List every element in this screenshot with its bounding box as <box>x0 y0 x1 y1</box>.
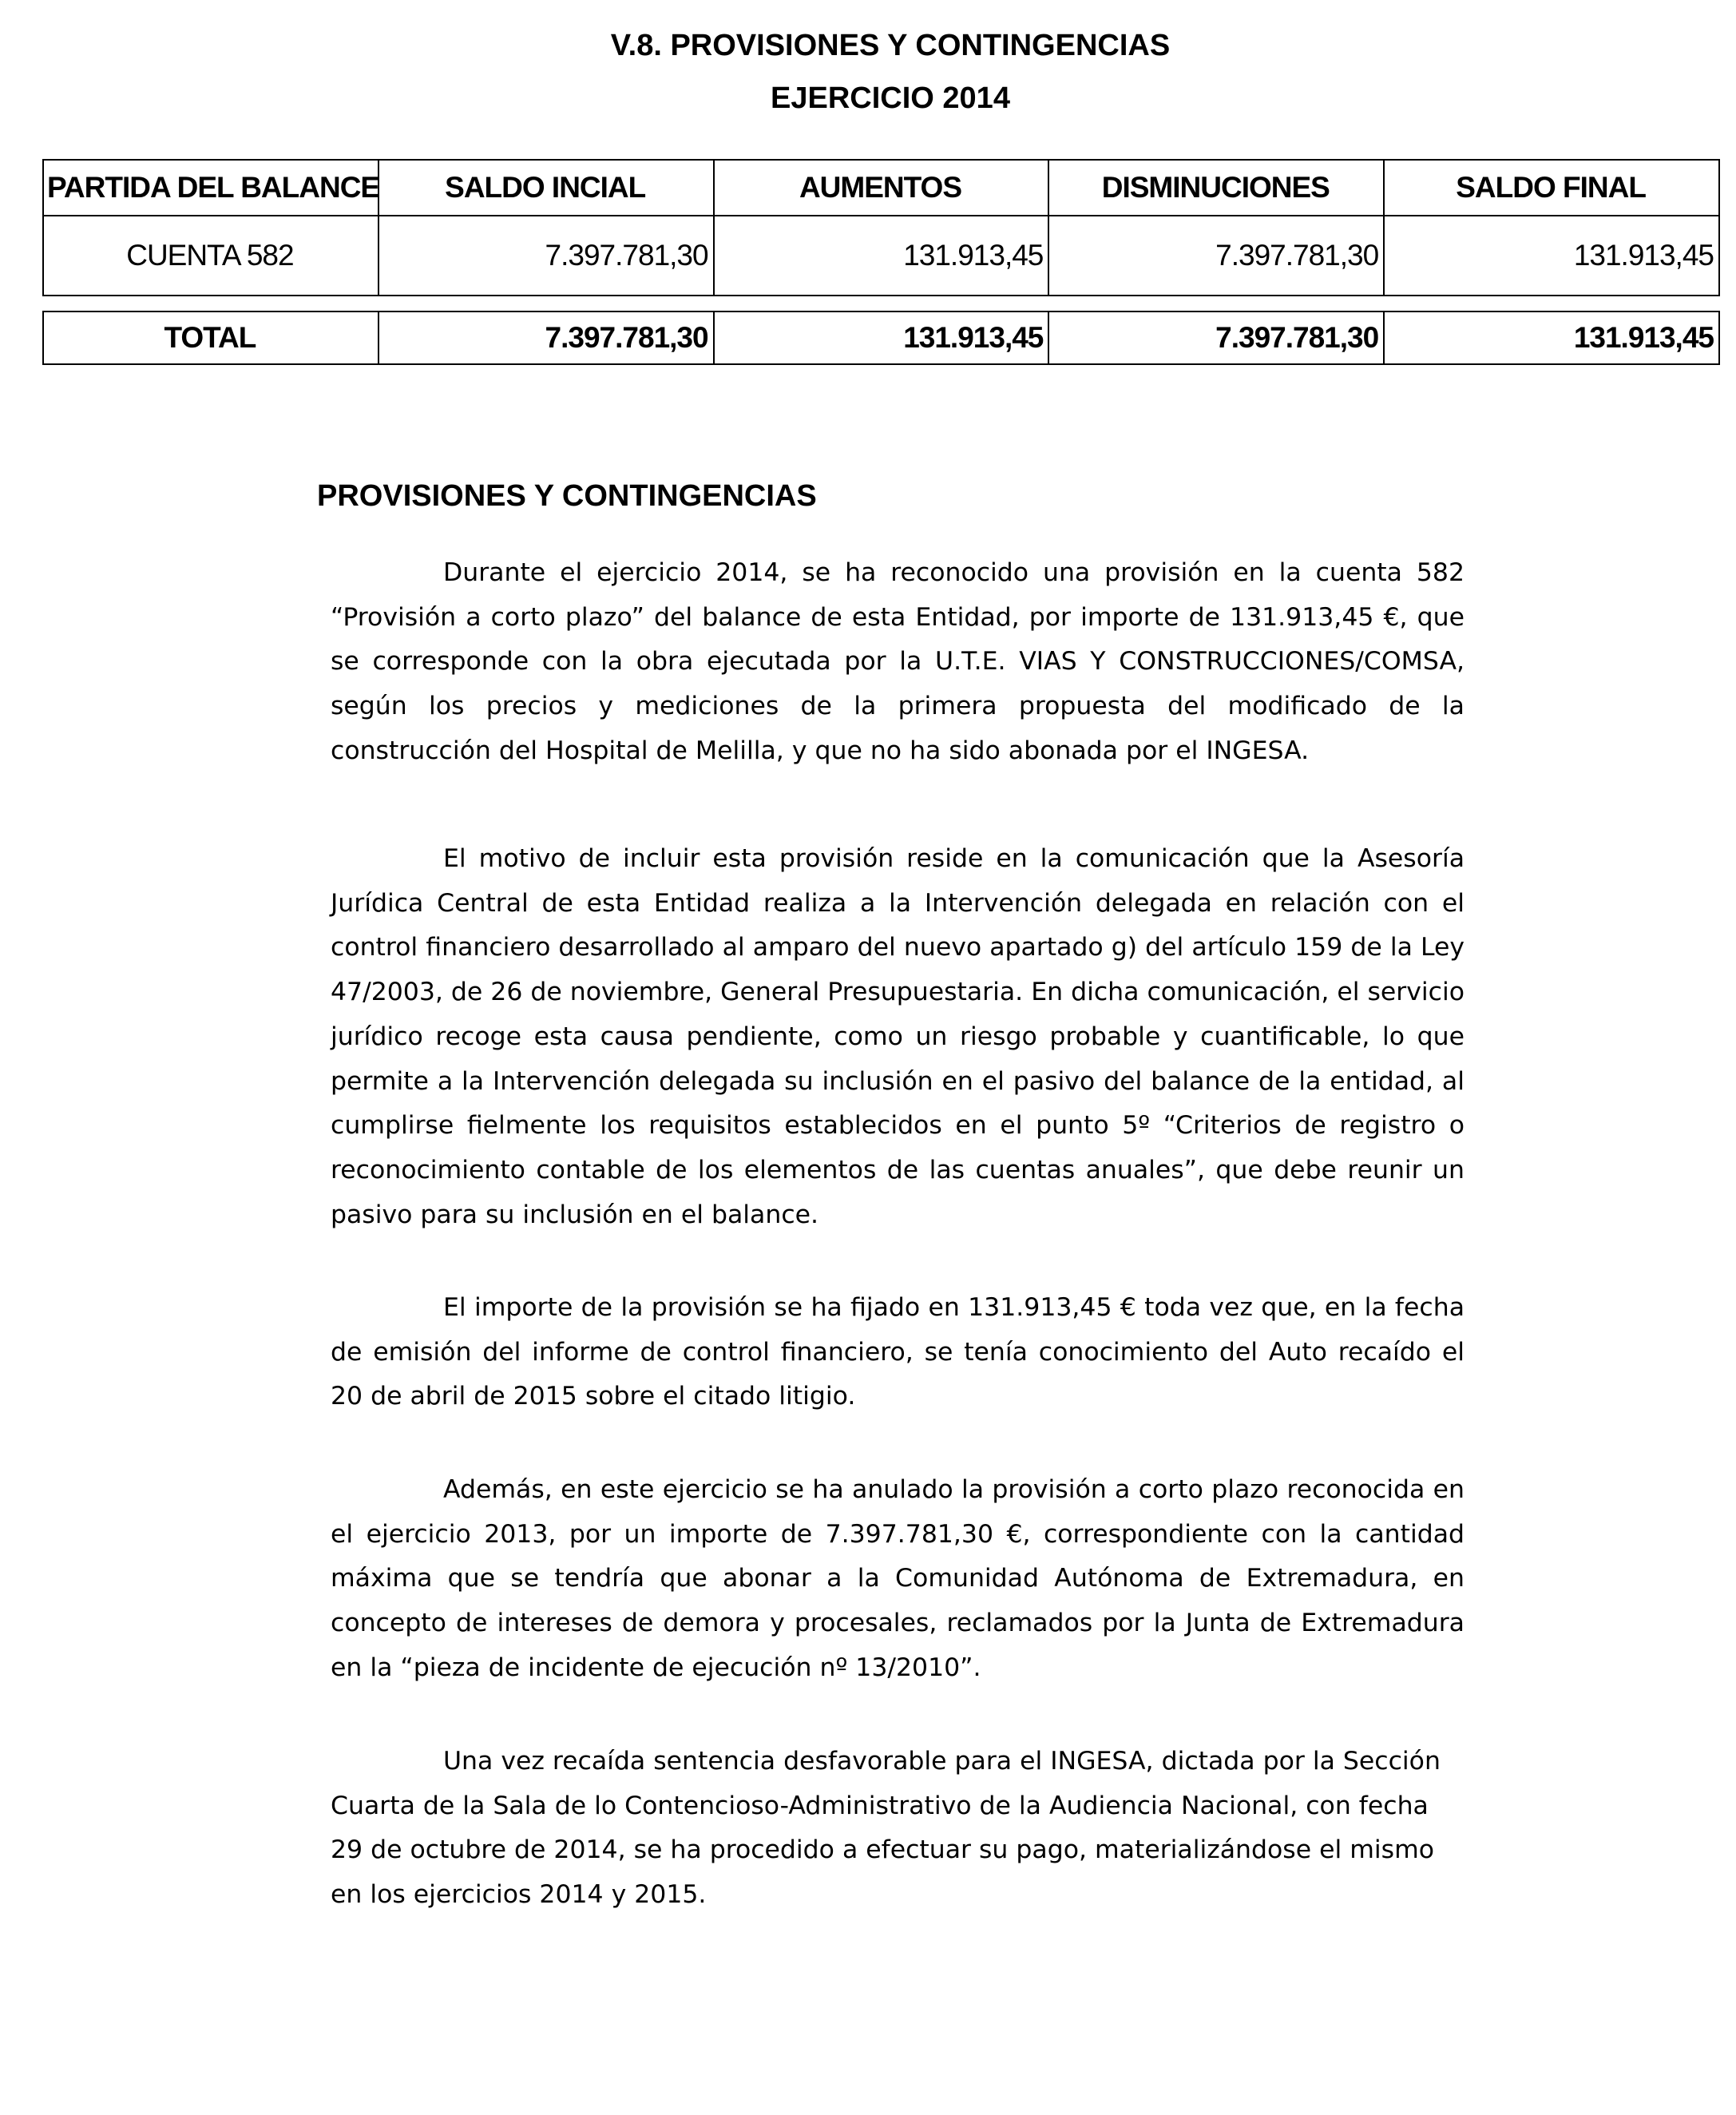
paragraph-5: Una vez recaída sentencia desfavorable para el INGESA, dictada por la Sección Cuarta de la Sala de lo Contencioso-Administrativo de la Audiencia Nacional, con fecha 29 de octubre de 2014, se ha procedido a efectuar su pago, materializándose el mismo en los ejercicios 2014 y 2015. <box>331 1747 1441 1910</box>
cell-disminuciones: 7.397.781,30 <box>1048 216 1384 296</box>
header-saldo-inicial: SALDO INCIAL <box>379 160 714 216</box>
paragraph-1: Durante el ejercicio 2014, se ha reconocido una provisión en la cuenta 582 “Provisión a corto plazo” del balance de esta Entidad, por importe de 131.913,45 €, que se corresponde con la obra ejecutada por la U.T.E. VIAS Y CONSTRUCCIONES/COMSA, según los precios y mediciones de la primera propuesta del modificado de la construcción del Hospital de Melilla, y que no ha sido abonada por el INGESA. <box>331 558 1465 765</box>
table-row <box>43 216 1719 296</box>
cell-saldo-final: 131.913,45 <box>1384 216 1719 296</box>
paragraph-3: El importe de la provisión se ha fijado en 131.913,45 € toda vez que, en la fecha de emisión del informe de control financiero, se tenía conocimiento del Auto recaído el 20 de abril de 2015 sobre el citado litigio. <box>331 1293 1465 1411</box>
cell-partida: CUENTA 582 <box>43 216 379 296</box>
page-title: V.8. PROVISIONES Y CONTINGENCIAS <box>610 29 1171 62</box>
paragraph-2: El motivo de incluir esta provisión reside en la comunicación que la Asesoría Jurídica Central de esta Entidad realiza a la Intervención delegada en relación con el control financiero desarrollado al amparo del nuevo apartado g) del artículo 159 de la Ley 47/2003, de 26 de noviembre, General Presupuestaria. En dicha comunicación, el servicio jurídico recoge esta causa pendiente, como un riesgo probable y cuantificable, lo que permite a la Intervención delegada su inclusión en el pasivo del balance de la entidad, al cumplirse fielmente los requisitos establecidos en el punto 5º “Criterios de registro o reconocimiento contable de los elementos de las cuentas anuales”, que debe reunir un pasivo para su inclusión en el balance. <box>331 844 1465 1229</box>
table-header-row <box>43 160 1719 216</box>
section-title: PROVISIONES Y CONTINGENCIAS <box>317 479 817 513</box>
paragraph-4: Además, en este ejercicio se ha anulado la provisión a corto plazo reconocida en el ejercicio 2013, por un importe de 7.397.781,30 €, correspondiente con la cantidad máxima que se tendría que abonar a la Comunidad Autónoma de Extremadura, en concepto de intereses de demora y procesales, reclamados por la Junta de Extremadura en la “pieza de incidente de ejecución nº 13/2010”. <box>331 1475 1465 1682</box>
header-saldo-final: SALDO FINAL <box>1384 160 1719 216</box>
total-saldo-inicial: 7.397.781,30 <box>379 311 714 364</box>
cell-saldo-inicial: 7.397.781,30 <box>379 216 714 296</box>
total-aumentos: 131.913,45 <box>714 311 1049 364</box>
header-aumentos: AUMENTOS <box>714 160 1049 216</box>
total-label: TOTAL <box>43 311 379 364</box>
header-partida: PARTIDA DEL BALANCE <box>43 160 379 216</box>
total-row <box>43 311 1719 364</box>
total-table <box>42 311 1720 365</box>
total-disminuciones: 7.397.781,30 <box>1048 311 1384 364</box>
page-subtitle: EJERCICIO 2014 <box>771 81 1010 115</box>
header-disminuciones: DISMINUCIONES <box>1048 160 1384 216</box>
cell-aumentos: 131.913,45 <box>714 216 1049 296</box>
total-saldo-final: 131.913,45 <box>1384 311 1719 364</box>
balance-table <box>42 159 1720 296</box>
